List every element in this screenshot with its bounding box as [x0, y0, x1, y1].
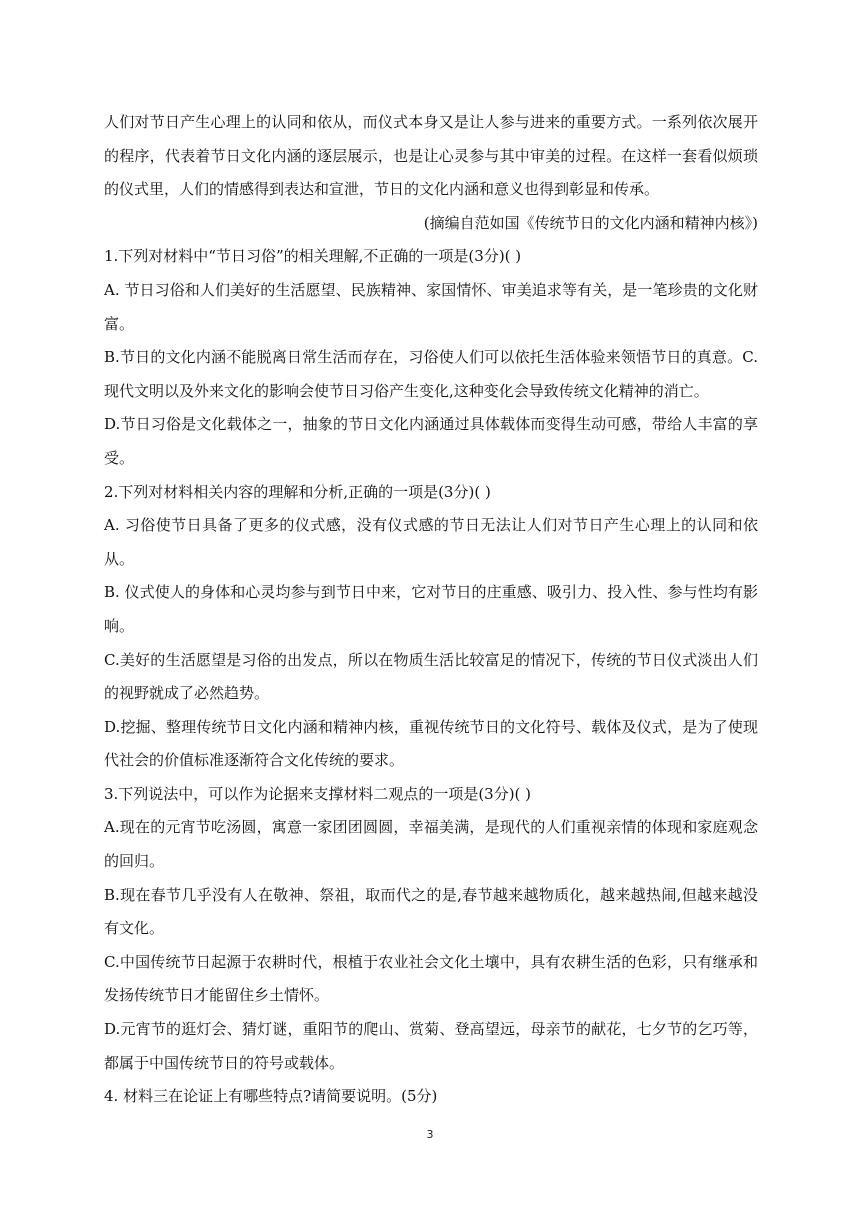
question-1-option-d-cont: 受。 — [104, 448, 135, 467]
question-3-stem: 3.下列说法中，可以作为论据来支撑材料二观点的一项是(3分)( ) — [104, 784, 532, 803]
question-3-option-b-cont: 有文化。 — [104, 919, 165, 938]
question-2-option-c-cont: 的视野就成了必然趋势。 — [104, 684, 270, 703]
question-4-stem: 4. 材料三在论证上有哪些特点?请简要说明。(5分) — [104, 1087, 438, 1106]
question-1-option-a: A. 节日习俗和人们美好的生活愿望、民族精神、家国情怀、审美追求等有关，是一笔珍贵的文化财 — [104, 280, 758, 299]
question-2-option-b: B. 仪式使人的身体和心灵均参与到节日中来，它对节日的庄重感、吸引力、投入性、参与性均有影 — [104, 583, 758, 602]
question-2-option-c: C.美好的生活愿望是习俗的出发点，所以在物质生活比较富足的情况下，传统的节日仪式淡出人们 — [104, 650, 758, 669]
question-3-option-d-cont: 都属于中国传统节日的符号或载体。 — [104, 1053, 345, 1072]
question-3-option-d: D.元宵节的逛灯会、猜灯谜，重阳节的爬山、赏菊、登高望远，母亲节的献花，七夕节的乞巧等， — [104, 1020, 758, 1039]
question-1-option-a-cont: 富。 — [104, 314, 135, 333]
question-1-option-d: D.节日习俗是文化载体之一，抽象的节日文化内涵通过具体载体而变得生动可感，带给人丰富的享 — [104, 415, 758, 434]
document-body — [104, 106, 758, 1114]
question-1-option-c: 现代文明以及外来文化的影响会使节日习俗产生变化,这种变化会导致传统文化精神的消亡。 — [104, 381, 709, 400]
question-3-option-a: A.现在的元宵节吃汤圆，寓意一家团团圆圆，幸福美满，是现代的人们重视亲情的体现和家庭观念 — [104, 818, 758, 837]
question-3-option-a-cont: 的回归。 — [104, 852, 165, 871]
question-1-option-b: B.节日的文化内涵不能脱离日常生活而存在，习俗使人们可以依托生活体验来领悟节日的真意。C. — [104, 348, 758, 367]
question-3-option-c: C.中国传统节日起源于农耕时代，根植于农业社会文化土壤中，具有农耕生活的色彩，只有继承和 — [104, 952, 758, 971]
question-2-stem: 2.下列对材料相关内容的理解和分析,正确的一项是(3分)( ) — [104, 482, 491, 501]
question-2-option-a-cont: 从。 — [104, 549, 135, 568]
question-3-option-b: B.现在春节几乎没有人在敬神、祭祖，取而代之的是,春节越来越物质化，越来越热闹,但越来越没 — [104, 885, 758, 904]
question-3-option-c-cont: 发扬传统节日才能留住乡土情怀。 — [104, 986, 330, 1005]
page-number: 3 — [426, 1128, 434, 1141]
text-line: 的程序，代表着节日文化内涵的逐层展示，也是让心灵参与其中审美的过程。在这样一套看似烦琐 — [104, 146, 758, 165]
question-2-option-d: D.挖掘、整理传统节日文化内涵和精神内核，重视传统节日的文化符号、载体及仪式，是为了使现 — [104, 717, 758, 736]
text-line: 的仪式里，人们的情感得到表达和宣泄，节日的文化内涵和意义也得到彰显和传承。 — [104, 180, 660, 199]
question-2-option-b-cont: 响。 — [104, 616, 135, 635]
question-2-option-d-cont: 代社会的价值标准逐渐符合文化传统的要求。 — [104, 751, 405, 770]
source-citation: (摘编自范如国《传统节日的文化内涵和精神内核》) — [423, 213, 758, 232]
text-line: 人们对节日产生心理上的认同和依从，而仪式本身又是让人参与进来的重要方式。一系列依次展开 — [104, 113, 758, 131]
question-1-stem: 1.下列对材料中“节日习俗”的相关理解,不正确的一项是(3分)( ) — [104, 247, 522, 266]
question-2-option-a: A. 习俗使节日具备了更多的仪式感，没有仪式感的节日无法让人们对节日产生心理上的认同和依 — [104, 516, 758, 535]
